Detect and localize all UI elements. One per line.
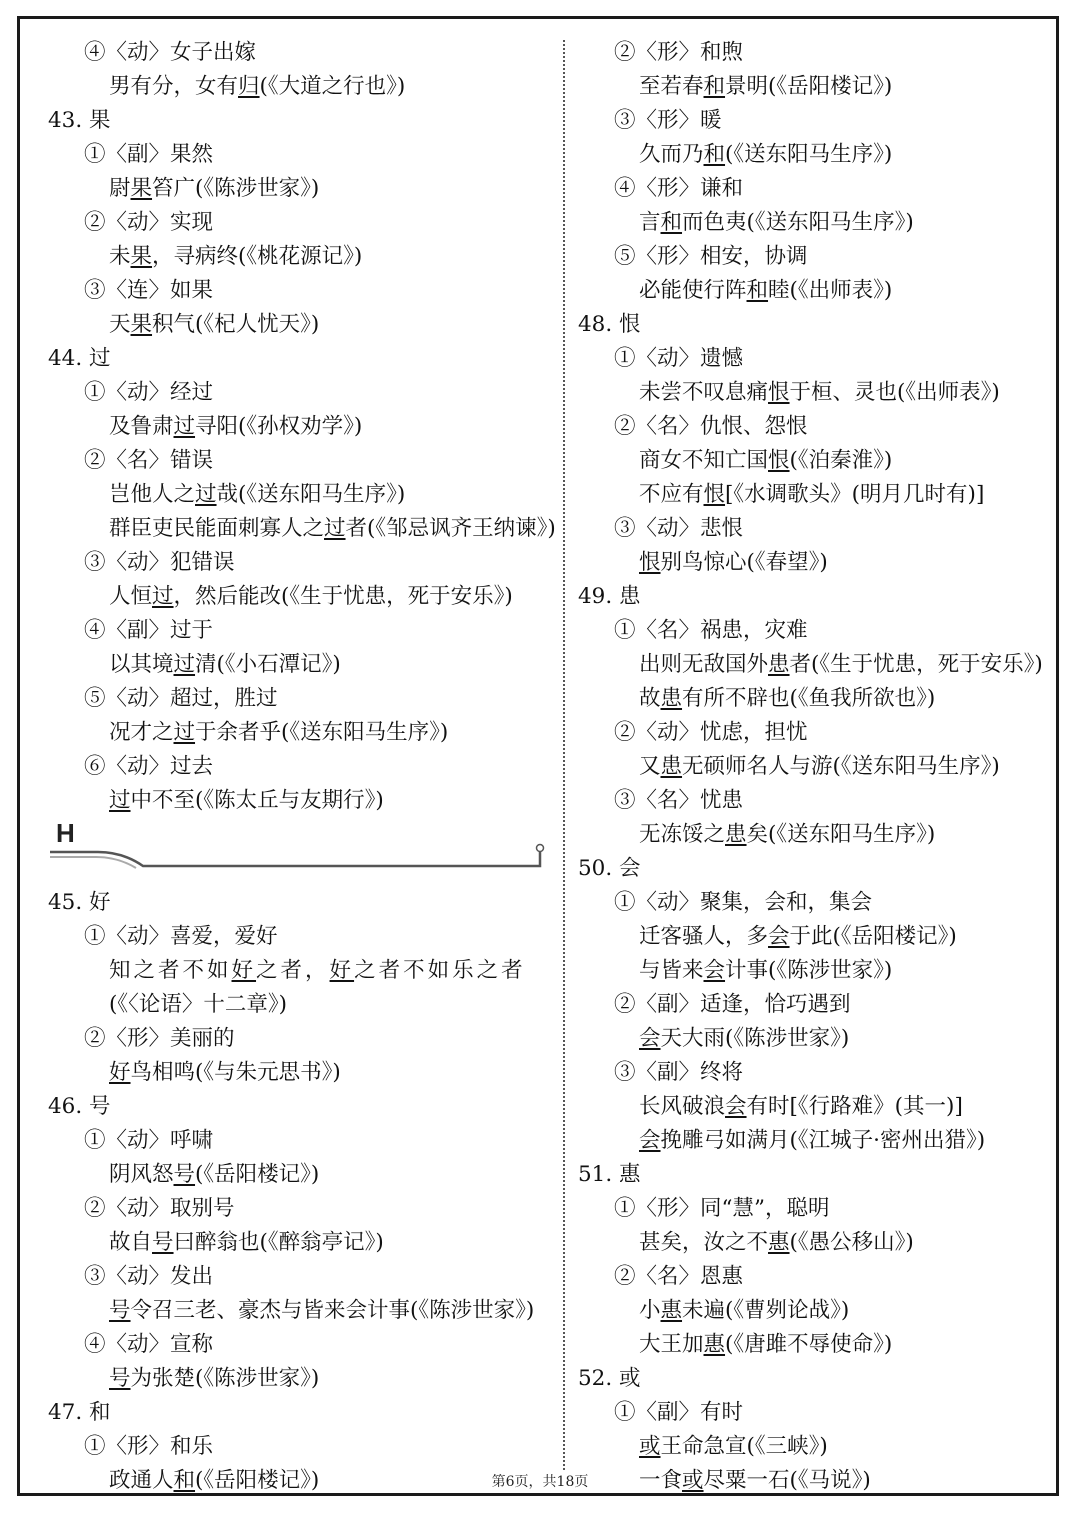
sense-line (578, 240, 1048, 274)
text-segment: (《送东阳马生序》) (725, 142, 893, 167)
sense-line (578, 1192, 1048, 1226)
text-segment: 45. 好 (48, 890, 111, 915)
sense-line (578, 716, 1048, 750)
sense-line (578, 172, 1048, 206)
keyword: 和 (746, 278, 769, 303)
text-segment: 矣(《送东阳马生序》) (746, 822, 936, 847)
example-line (578, 444, 1048, 478)
text-segment: 49. 患 (578, 584, 641, 609)
text-segment: 48. 恨 (578, 312, 641, 337)
text-segment: ①〈动〉呼啸 (84, 1128, 214, 1153)
text-segment: 43. 果 (48, 108, 111, 133)
example-line (48, 784, 558, 818)
text-segment: 商女不知亡国 (639, 448, 769, 473)
text-segment: ③〈动〉犯错误 (84, 550, 235, 575)
example-line (48, 240, 558, 274)
text-segment: ④〈动〉女子出嫁 (84, 40, 257, 65)
text-segment: 无冻馁之 (639, 822, 726, 847)
text-segment: 哉(《送东阳马生序》) (216, 482, 406, 507)
text-segment: ，寻病终(《桃花源记》) (152, 244, 363, 269)
example-line (48, 716, 558, 750)
text-segment: 天大雨(《陈涉世家》) (660, 1026, 850, 1051)
keyword: 过 (109, 788, 131, 813)
keyword: 或 (639, 1434, 661, 1459)
text-segment: 令召三老、豪杰与皆来会计事(《陈涉世家》) (130, 1298, 535, 1323)
text-segment: ①〈动〉聚集，会和，集会 (614, 890, 873, 915)
text-segment: 长风破浪 (639, 1094, 726, 1119)
text-segment: ①〈动〉经过 (84, 380, 214, 405)
text-segment: 言 (639, 210, 661, 235)
sense-line (578, 886, 1048, 920)
example-line (48, 70, 558, 104)
keyword: 号 (152, 1230, 174, 1255)
right-column (578, 36, 1048, 1498)
example-line (48, 954, 558, 988)
text-segment: 小 (639, 1298, 661, 1323)
keyword: 恨 (768, 380, 790, 405)
text-segment: 者(《邹忌讽齐王纳谏》) (345, 516, 556, 541)
text-segment: 于余者乎(《送东阳马生序》) (195, 720, 449, 745)
text-segment: 清(《小石潭记》) (195, 652, 341, 677)
sense-line (48, 376, 558, 410)
keyword: 和 (703, 74, 726, 99)
text-segment: ①〈名〉祸患，灾难 (614, 618, 808, 643)
sense-line (578, 1056, 1048, 1090)
text-segment: 政通人 (109, 1468, 174, 1493)
keyword: 果 (130, 312, 153, 337)
keyword: 过 (173, 652, 196, 677)
text-segment: 久而乃 (639, 142, 704, 167)
keyword: 会 (639, 1026, 661, 1051)
keyword: 患 (660, 754, 683, 779)
example-line (578, 818, 1048, 852)
entry-heading (48, 1396, 558, 1430)
text-segment: (《〈论语〉十二章》) (109, 992, 288, 1017)
keyword: 过 (173, 414, 196, 439)
sense-line (48, 274, 558, 308)
text-segment: 笞广(《陈涉世家》) (152, 176, 320, 201)
sense-line (578, 988, 1048, 1022)
text-segment: 47. 和 (48, 1400, 111, 1425)
keyword: 会 (768, 924, 790, 949)
example-line (48, 1226, 558, 1260)
text-segment: (《泊秦淮》) (789, 448, 893, 473)
sense-line (578, 104, 1048, 138)
sense-line (48, 546, 558, 580)
keyword: 惠 (660, 1298, 683, 1323)
text-segment: ①〈形〉同“慧”，聪明 (614, 1196, 830, 1221)
text-segment: 天 (109, 312, 131, 337)
sense-line (578, 1260, 1048, 1294)
text-segment: 51. 惠 (578, 1162, 641, 1187)
keyword: 会 (639, 1128, 661, 1153)
section-rule-decoration (48, 830, 548, 874)
text-segment: ②〈名〉仇恨、怨恨 (614, 414, 808, 439)
example-line (578, 70, 1048, 104)
example-line (578, 1294, 1048, 1328)
example-line (578, 750, 1048, 784)
text-segment: 故自 (109, 1230, 153, 1255)
text-segment: ③〈形〉暖 (614, 108, 722, 133)
text-segment: 故 (639, 686, 661, 711)
keyword: 果 (130, 176, 153, 201)
text-segment: ③〈副〉终将 (614, 1060, 744, 1085)
example-line (578, 138, 1048, 172)
entry-heading (48, 1090, 558, 1124)
text-segment: ⑤〈动〉超过，胜过 (84, 686, 278, 711)
text-segment: 尽粟一石(《马说》) (703, 1468, 871, 1493)
text-segment: 人恒 (109, 584, 153, 609)
keyword: 和 (660, 210, 683, 235)
text-segment: 于此(《岳阳楼记》) (789, 924, 957, 949)
keyword: 号 (173, 1162, 196, 1187)
text-segment: ②〈动〉取别号 (84, 1196, 235, 1221)
sense-line (48, 1192, 558, 1226)
text-segment: 景明(《岳阳楼记》) (725, 74, 893, 99)
text-segment: 鸟相鸣(《与朱元思书》) (130, 1060, 341, 1085)
column-divider (563, 40, 565, 1470)
text-segment: 迁客骚人，多 (639, 924, 769, 949)
example-line (578, 376, 1048, 410)
example-line (578, 546, 1048, 580)
keyword: 患 (725, 822, 747, 847)
text-segment: 有时[《行路难》(其一)] (746, 1094, 963, 1119)
keyword: 和 (173, 1468, 196, 1493)
page-footer: 第6页，共18页 (491, 1474, 589, 1490)
text-segment: 况才之 (109, 720, 174, 745)
sense-line (48, 920, 558, 954)
example-line (578, 682, 1048, 716)
text-segment: 未 (109, 244, 131, 269)
entry-heading (578, 852, 1048, 886)
sense-line (48, 1328, 558, 1362)
sense-line (48, 614, 558, 648)
keyword: 号 (109, 1298, 131, 1323)
text-segment: 王命急宣(《三峡》) (660, 1434, 828, 1459)
sense-line (48, 138, 558, 172)
text-segment: 于桓、灵也(《出师表》) (789, 380, 1000, 405)
text-segment: 男有分，女有 (109, 74, 239, 99)
example-line (578, 1328, 1048, 1362)
text-segment: 未尝不叹息痛 (639, 380, 769, 405)
text-segment: (《唐雎不辱使命》) (725, 1332, 893, 1357)
text-segment: ②〈形〉美丽的 (84, 1026, 235, 1051)
text-segment: ①〈动〉遗憾 (614, 346, 744, 371)
sense-line (48, 1260, 558, 1294)
example-line (48, 988, 558, 1022)
keyword: 或 (682, 1468, 704, 1493)
example-line (48, 478, 558, 512)
text-segment: 又 (639, 754, 661, 779)
section-header-h (48, 818, 558, 886)
text-segment: 曰醉翁也(《醉翁亭记》) (173, 1230, 384, 1255)
text-segment: 阴风怒 (109, 1162, 174, 1187)
sense-line (48, 682, 558, 716)
text-segment: ⑥〈动〉过去 (84, 754, 214, 779)
text-segment: 挽雕弓如满月(《江城子·密州出猎》) (660, 1128, 986, 1153)
text-segment: 未遍(《曹刿论战》) (682, 1298, 850, 1323)
text-segment: 之者不如乐之者 (354, 958, 526, 983)
sense-line (578, 1396, 1048, 1430)
text-segment: ②〈名〉恩惠 (614, 1264, 744, 1289)
example-line (578, 648, 1048, 682)
text-segment: ③〈动〉悲恨 (614, 516, 744, 541)
left-column (48, 36, 558, 1498)
example-line (578, 920, 1048, 954)
example-line (578, 1430, 1048, 1464)
example-line (578, 1124, 1048, 1158)
text-segment: (《岳阳楼记》) (195, 1468, 320, 1493)
sense-line (578, 36, 1048, 70)
sense-line (578, 512, 1048, 546)
keyword: 惠 (703, 1332, 726, 1357)
text-segment: ①〈副〉有时 (614, 1400, 744, 1425)
keyword: 和 (703, 142, 726, 167)
keyword: 恨 (768, 448, 790, 473)
sense-line (48, 36, 558, 70)
text-segment: 46. 号 (48, 1094, 111, 1119)
text-segment: ②〈形〉和煦 (614, 40, 744, 65)
text-segment: ②〈副〉适逢，恰巧遇到 (614, 992, 851, 1017)
sense-line (48, 1124, 558, 1158)
example-line (578, 1022, 1048, 1056)
sense-line (578, 614, 1048, 648)
text-segment: ⑤〈形〉相安，协调 (614, 244, 808, 269)
text-segment: ①〈形〉和乐 (84, 1434, 214, 1459)
example-line (578, 206, 1048, 240)
text-segment: 50. 会 (578, 856, 641, 881)
keyword: 过 (152, 584, 174, 609)
text-segment: ③〈动〉发出 (84, 1264, 214, 1289)
text-segment: 者(《生于忧患，死于安乐》) (789, 652, 1043, 677)
text-segment: (《大道之行也》) (259, 74, 406, 99)
sense-line (48, 1430, 558, 1464)
text-segment: 积气(《杞人忧天》) (152, 312, 320, 337)
text-segment: ④〈副〉过于 (84, 618, 214, 643)
text-segment: 无硕师名人与游(《送东阳马生序》) (682, 754, 1000, 779)
keyword: 好 (231, 958, 257, 983)
keyword: 患 (768, 652, 790, 677)
keyword: 好 (109, 1060, 131, 1085)
text-segment: [《水调歌头》(明月几时有)] (725, 482, 985, 507)
text-segment: ①〈动〉喜爱，爱好 (84, 924, 278, 949)
text-segment: 别鸟惊心(《春望》) (660, 550, 828, 575)
text-segment: 至若春 (639, 74, 704, 99)
text-segment: 大王加 (639, 1332, 704, 1357)
text-segment: ④〈动〉宣称 (84, 1332, 214, 1357)
keyword: 惠 (768, 1230, 790, 1255)
example-line (48, 512, 558, 546)
example-line (48, 410, 558, 444)
text-segment: 及鲁肃 (109, 414, 174, 439)
text-segment: 为张楚(《陈涉世家》) (130, 1366, 320, 1391)
text-segment: 必能使行阵 (639, 278, 747, 303)
text-segment: 52. 或 (578, 1366, 641, 1391)
example-line (48, 172, 558, 206)
example-line (48, 1056, 558, 1090)
text-segment: 知之者不如 (109, 958, 232, 983)
text-segment: ③〈连〉如果 (84, 278, 214, 303)
entry-heading (48, 104, 558, 138)
text-segment: 与皆来 (639, 958, 704, 983)
keyword: 会 (725, 1094, 747, 1119)
keyword: 好 (329, 958, 355, 983)
keyword: 果 (130, 244, 153, 269)
example-line (48, 580, 558, 614)
text-segment: 甚矣，汝之不 (639, 1230, 769, 1255)
text-segment: ①〈副〉果然 (84, 142, 214, 167)
text-segment: 44. 过 (48, 346, 111, 371)
example-line (48, 1294, 558, 1328)
text-segment: ④〈形〉谦和 (614, 176, 744, 201)
keyword: 归 (238, 74, 260, 99)
text-segment: ②〈名〉错误 (84, 448, 214, 473)
section-letter: H (56, 818, 75, 848)
entry-heading (578, 1362, 1048, 1396)
text-segment: 尉 (109, 176, 131, 201)
entry-heading (578, 1158, 1048, 1192)
sense-line (578, 410, 1048, 444)
keyword: 恨 (703, 482, 726, 507)
example-line (578, 274, 1048, 308)
entry-heading (48, 342, 558, 376)
sense-line (48, 1022, 558, 1056)
text-segment: (《愚公移山》) (789, 1230, 914, 1255)
sense-line (578, 784, 1048, 818)
text-segment: 不应有 (639, 482, 704, 507)
text-segment: (《岳阳楼记》) (195, 1162, 320, 1187)
text-segment: 而色夷(《送东阳马生序》) (682, 210, 914, 235)
example-line (578, 954, 1048, 988)
keyword: 患 (660, 686, 683, 711)
example-line (578, 1090, 1048, 1124)
example-line (578, 478, 1048, 512)
sense-line (578, 342, 1048, 376)
entry-heading (48, 886, 558, 920)
keyword: 过 (324, 516, 346, 541)
keyword: 过 (195, 482, 217, 507)
text-segment: 群臣吏民能面刺寡人之 (109, 516, 325, 541)
example-line (48, 1158, 558, 1192)
text-segment: 以其境 (109, 652, 174, 677)
text-segment: 计事(《陈涉世家》) (725, 958, 893, 983)
entry-heading (578, 580, 1048, 614)
entry-heading (578, 308, 1048, 342)
sense-line (48, 750, 558, 784)
sense-line (48, 444, 558, 478)
text-segment: 有所不辟也(《鱼我所欲也》) (682, 686, 936, 711)
example-line (48, 648, 558, 682)
text-segment: ③〈名〉忧患 (614, 788, 744, 813)
keyword: 会 (703, 958, 726, 983)
example-line (48, 308, 558, 342)
keyword: 过 (173, 720, 196, 745)
example-line (48, 1362, 558, 1396)
text-segment: 一食 (639, 1468, 683, 1493)
text-segment: 出则无敌国外 (639, 652, 769, 677)
text-segment: ②〈动〉忧虑，担忧 (614, 720, 808, 745)
example-line (578, 1226, 1048, 1260)
keyword: 恨 (639, 550, 661, 575)
keyword: 号 (109, 1366, 131, 1391)
text-segment: 中不至(《陈太丘与友期行》) (130, 788, 384, 813)
text-segment: 寻阳(《孙权劝学》) (195, 414, 363, 439)
text-segment: 睦(《出师表》) (768, 278, 893, 303)
text-segment: ，然后能改(《生于忧患，死于安乐》) (173, 584, 513, 609)
text-segment: 岂他人之 (109, 482, 196, 507)
sense-line (48, 206, 558, 240)
text-segment: 之者， (256, 958, 330, 983)
text-segment: ②〈动〉实现 (84, 210, 214, 235)
